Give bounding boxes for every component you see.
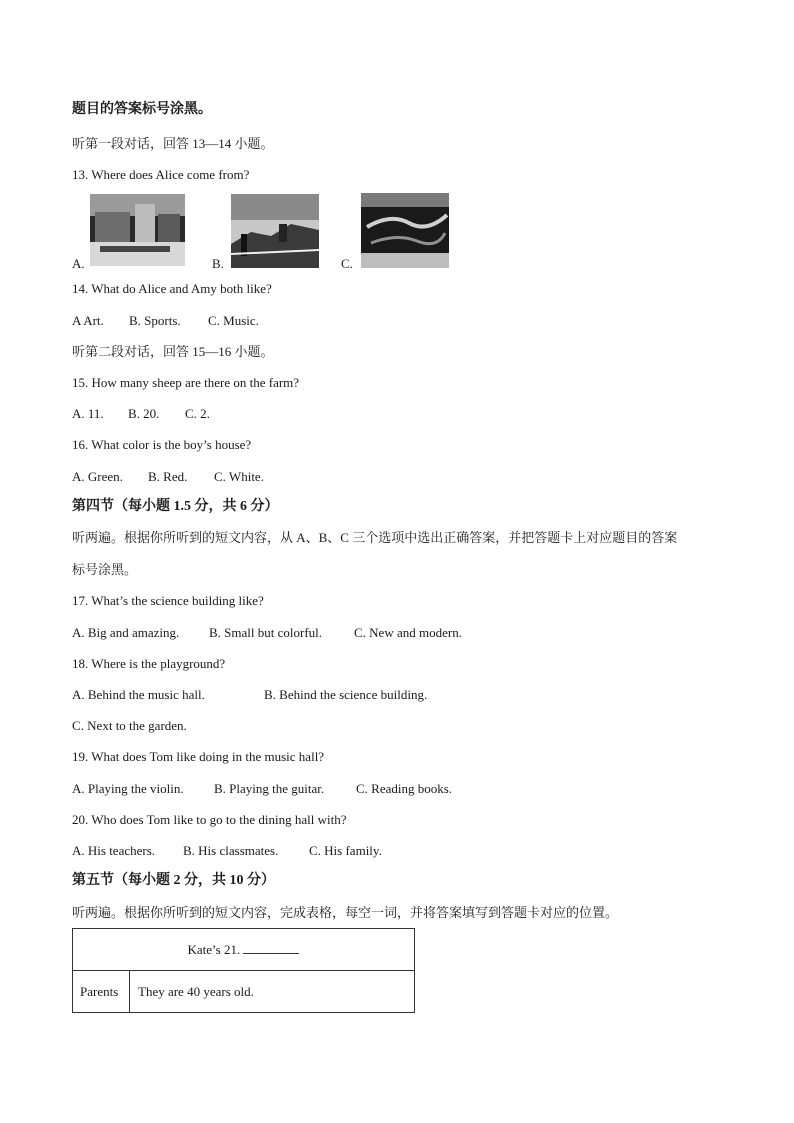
intro-tail-text: 题目的答案标号涂黑。 bbox=[72, 102, 212, 117]
q16-options bbox=[72, 469, 264, 485]
q13-picture-b[interactable] bbox=[231, 194, 319, 268]
q18-option-b[interactable]: B. Behind the science building. bbox=[264, 687, 428, 702]
q16-option-b[interactable]: B. Red. bbox=[148, 469, 188, 484]
table-row bbox=[73, 971, 415, 1013]
dialog2-instruction: 听第二段对话，回答 15—16 小题。 bbox=[72, 344, 274, 359]
section4-heading: 第四节（每小题 1.5 分，共 6 分） bbox=[72, 499, 279, 514]
dialog1-instruction: 听第一段对话，回答 13—14 小题。 bbox=[72, 136, 274, 151]
answer-blank-21[interactable] bbox=[243, 941, 299, 954]
section5-instruction: 听两遍。根据你所听到的短文内容，完成表格，每空一词，并将答案填写到答题卡对应的位置。 bbox=[72, 905, 619, 920]
answer-table bbox=[72, 928, 415, 1013]
q14-option-c[interactable]: C. Music. bbox=[208, 313, 259, 328]
q14-option-b[interactable]: B. Sports. bbox=[129, 313, 181, 328]
table-row bbox=[73, 929, 415, 971]
table-row-value: They are 40 years old. bbox=[130, 971, 415, 1013]
q18-option-a[interactable]: A. Behind the music hall. bbox=[72, 687, 205, 702]
q16-option-c[interactable]: C. White. bbox=[214, 469, 264, 484]
q17-option-b[interactable]: B. Small but colorful. bbox=[209, 625, 323, 640]
q14-options bbox=[72, 313, 259, 329]
table-header-cell bbox=[73, 929, 415, 971]
q15-question: 15. How many sheep are there on the farm? bbox=[72, 375, 300, 390]
q16-option-a[interactable]: A. Green. bbox=[72, 469, 123, 484]
q17-option-a[interactable]: A. Big and amazing. bbox=[72, 625, 180, 640]
q13-label-b[interactable]: B. bbox=[212, 256, 224, 271]
q16-question: 16. What color is the boy’s house? bbox=[72, 437, 252, 452]
q13-question: 13. Where does Alice come from? bbox=[72, 167, 250, 182]
q18-options-row1 bbox=[72, 687, 427, 703]
q13-picture-a[interactable] bbox=[90, 194, 185, 266]
section5-heading: 第五节（每小题 2 分，共 10 分） bbox=[72, 873, 275, 888]
q14-option-a[interactable]: A Art. bbox=[72, 313, 104, 328]
q19-question: 19. What does Tom like doing in the music hall? bbox=[72, 749, 325, 764]
q15-option-b[interactable]: B. 20. bbox=[128, 406, 160, 421]
q13-picture-c[interactable] bbox=[361, 193, 449, 268]
q15-option-c[interactable]: C. 2. bbox=[185, 406, 210, 421]
q18-question: 18. Where is the playground? bbox=[72, 656, 226, 671]
q20-option-b[interactable]: B. His classmates. bbox=[183, 843, 279, 858]
table-row-label: Parents bbox=[73, 971, 130, 1013]
q13-label-a[interactable]: A. bbox=[72, 256, 85, 271]
q20-options bbox=[72, 843, 382, 859]
table-header-text: Kate’s 21. bbox=[187, 942, 241, 957]
q17-options bbox=[72, 625, 462, 641]
q17-question: 17. What’s the science building like? bbox=[72, 593, 264, 608]
q20-question: 20. Who does Tom like to go to the dining hall with? bbox=[72, 812, 347, 827]
q18-option-c[interactable]: C. Next to the garden. bbox=[72, 718, 187, 733]
q13-label-c[interactable]: C. bbox=[341, 256, 353, 271]
section4-instruction-line1: 听两遍。根据你所听到的短文内容，从 A、B、C 三个选项中选出正确答案，并把答题卡上对应题目的答案 bbox=[72, 530, 678, 545]
section4-instruction-line2: 标号涂黑。 bbox=[72, 562, 138, 577]
q19-option-a[interactable]: A. Playing the violin. bbox=[72, 781, 184, 796]
q15-options bbox=[72, 406, 210, 422]
q19-option-b[interactable]: B. Playing the guitar. bbox=[214, 781, 325, 796]
q14-question: 14. What do Alice and Amy both like? bbox=[72, 281, 272, 296]
q19-options bbox=[72, 781, 452, 797]
q19-option-c[interactable]: C. Reading books. bbox=[356, 781, 453, 796]
q20-option-c[interactable]: C. His family. bbox=[309, 843, 382, 858]
q15-option-a[interactable]: A. 11. bbox=[72, 406, 104, 421]
q20-option-a[interactable]: A. His teachers. bbox=[72, 843, 156, 858]
q17-option-c[interactable]: C. New and modern. bbox=[354, 625, 462, 640]
